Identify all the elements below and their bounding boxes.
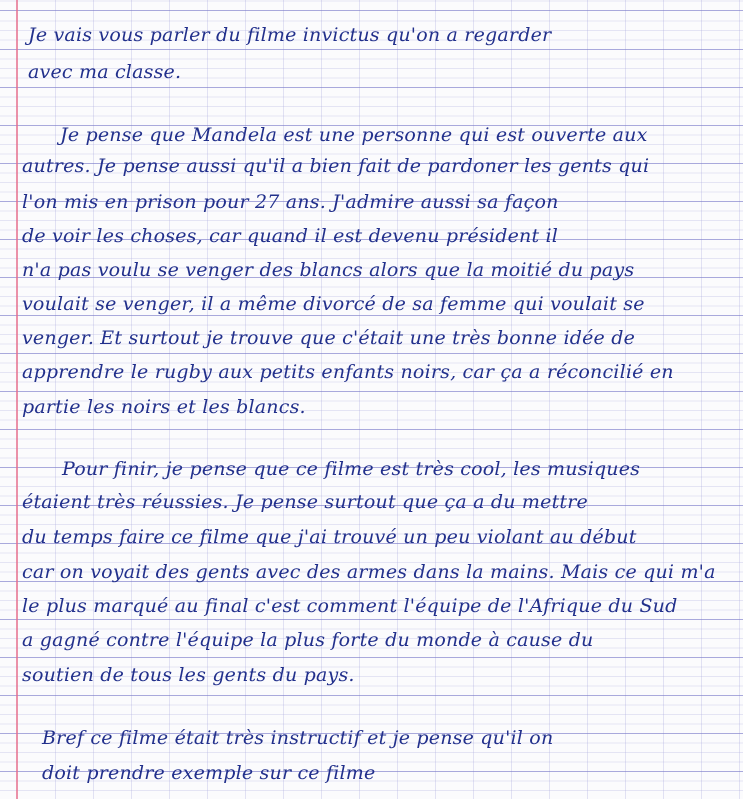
text-line: Bref ce filme était très instructif et je pense qu'il on	[42, 727, 554, 749]
text-line: Je pense que Mandela est une personne qui est ouverte aux	[60, 124, 648, 146]
text-line: autres. Je pense aussi qu'il a bien fait de pardoner les gents qui	[22, 155, 650, 177]
text-line: de voir les choses, car quand il est devenu président il	[22, 225, 559, 247]
text-line: n'a pas voulu se venger des blancs alors que la moitié du pays	[22, 259, 635, 281]
text-line: étaient très réussies. Je pense surtout que ça a du mettre	[22, 491, 588, 513]
text-line: soutien de tous les gents du pays.	[22, 664, 355, 686]
margin-line	[16, 0, 18, 799]
text-line: car on voyait des gents avec des armes dans la mains. Mais ce qui m'a	[22, 561, 716, 583]
text-line: doit prendre exemple sur ce filme	[42, 762, 376, 784]
text-line: l'on mis en prison pour 27 ans. J'admire aussi sa façon	[22, 191, 559, 213]
text-line: avec ma classe.	[28, 61, 182, 83]
text-line: Pour finir, je pense que ce filme est très cool, les musiques	[62, 458, 641, 480]
text-line: le plus marqué au final c'est comment l'équipe de l'Afrique du Sud	[22, 595, 678, 617]
text-line: apprendre le rugby aux petits enfants noirs, car ça a réconcilié en	[22, 361, 674, 383]
text-line: voulait se venger, il a même divorcé de sa femme qui voulait se	[22, 293, 645, 315]
text-line: a gagné contre l'équipe la plus forte du monde à cause du	[22, 629, 594, 651]
text-line: du temps faire ce filme que j'ai trouvé un peu violant au début	[22, 526, 637, 548]
text-line: partie les noirs et les blancs.	[22, 396, 306, 418]
text-line: venger. Et surtout je trouve que c'était une très bonne idée de	[22, 327, 636, 349]
text-line: Je vais vous parler du filme invictus qu'on a regarder	[28, 24, 552, 46]
